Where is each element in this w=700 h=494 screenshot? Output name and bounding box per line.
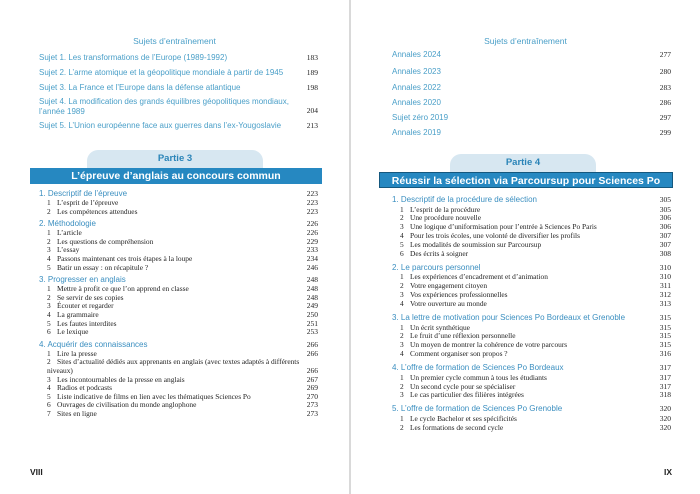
toc-item[interactable] [47, 357, 309, 375]
toc-item-label: Passons maintenant ces trois étapes à la loupe [57, 254, 193, 263]
toc-item-page: 313 [659, 299, 671, 309]
toc-item[interactable] [400, 340, 650, 349]
toc-item-page: 315 [659, 331, 671, 341]
toc-item-page: 316 [659, 349, 671, 359]
toc-item-page: 248 [306, 292, 318, 302]
toc-item-number: 2 [47, 357, 51, 367]
toc-item-number: 2 [47, 236, 51, 246]
toc-item-label: Le fruit d’une réflexion personnelle [410, 331, 516, 341]
toc-item-page: 308 [659, 249, 671, 258]
annales-entry[interactable]: Annales 2023 [392, 67, 441, 76]
section-heading[interactable]: 1. Descriptif de la procédure de sélection [392, 195, 537, 204]
toc-item-label: Votre engagement citoyen [410, 281, 488, 291]
toc-item-label: Un écrit synthétique [410, 322, 470, 332]
annales-page: 283 [659, 83, 671, 92]
toc-item-label: Les compétences attendues [57, 206, 138, 216]
toc-item-page: 317 [659, 381, 671, 391]
toc-item[interactable] [400, 213, 650, 222]
toc-item-number: 4 [400, 299, 404, 309]
toc-item-label: Le cycle Bachelor et ses spécificités [410, 413, 517, 423]
toc-item-number: 3 [47, 301, 51, 311]
toc-item-page: 250 [306, 310, 318, 319]
toc-item-page: 248 [306, 284, 318, 294]
toc-item-label: Batir un essay : on récapitule ? [57, 262, 149, 272]
toc-item-number: 1 [47, 348, 51, 358]
toc-item-page: 306 [659, 222, 671, 232]
toc-item[interactable] [400, 222, 650, 231]
annales-page: 280 [659, 67, 671, 76]
section-page: 320 [659, 404, 671, 414]
toc-item-page: 246 [306, 262, 318, 272]
toc-item-number: 3 [400, 340, 404, 350]
toc-item-page: 305 [659, 204, 671, 214]
toc-item-page: 267 [306, 374, 318, 384]
subject-entry[interactable]: Sujet 2. L’arme atomique et la géopolitique mondiale à partir de 1945 [39, 68, 284, 77]
toc-item[interactable] [400, 423, 650, 432]
annales-page: 297 [659, 113, 671, 122]
toc-item-number: 1 [400, 204, 404, 214]
toc-item-page: 307 [659, 240, 671, 250]
section-page: 317 [659, 363, 671, 373]
toc-item[interactable] [400, 240, 650, 249]
toc-item-number: 1 [400, 272, 404, 282]
toc-item-label: Écouter et regarder [57, 301, 114, 311]
toc-item-label: Les modalités de soumission sur Parcoursup [410, 240, 542, 250]
toc-item-number: 4 [400, 349, 404, 359]
toc-item-page: 234 [306, 254, 318, 263]
toc-item-number: 1 [47, 284, 51, 294]
toc-item-page: 226 [306, 228, 318, 238]
toc-item-number: 5 [47, 318, 51, 328]
subject-entry[interactable]: Sujet 5. L’Union européenne face aux guerres dans l’ex-Yougoslavie [39, 121, 282, 130]
page-folio: VIII [30, 467, 43, 477]
toc-item-label: Le cas particulier des filières intégrées [410, 390, 524, 400]
toc-item-label: Les formations de second cycle [410, 422, 504, 432]
annales-page: 277 [659, 50, 671, 59]
toc-item-number: 4 [47, 254, 51, 263]
toc-item[interactable] [400, 290, 650, 299]
toc-item-number: 2 [47, 206, 51, 216]
toc-item-number: 3 [47, 245, 51, 255]
toc-item-page: 266 [306, 348, 318, 358]
toc-item-label: Les questions de compréhension [57, 236, 154, 246]
section-heading[interactable]: 3. La lettre de motivation pour Sciences Po Bordeaux et Grenoble [392, 313, 626, 322]
subjects-heading: Sujets d’entraînement [133, 36, 216, 46]
toc-item[interactable] [400, 373, 650, 382]
toc-item-number: 1 [400, 322, 404, 332]
toc-item-number: 3 [400, 290, 404, 300]
section-heading[interactable]: 1. Descriptif de l’épreuve [39, 189, 128, 198]
toc-item-page: 270 [306, 391, 318, 401]
toc-item-page: 223 [306, 198, 318, 207]
partie-banner: Réussir la sélection via Parcoursup pour Sciences Po [379, 172, 673, 188]
toc-item-label: Des écrits à soigner [410, 249, 469, 258]
toc-item-number: 4 [47, 310, 51, 319]
partie-tab: Partie 3 [87, 150, 263, 172]
subjects-heading: Sujets d’entraînement [484, 36, 567, 46]
toc-item-label: L’article [57, 228, 82, 238]
toc-item-label: Le lexique [57, 327, 89, 337]
toc-item-number: 5 [47, 262, 51, 272]
toc-item-page: 253 [306, 327, 318, 337]
toc-item-label: Les expériences d’encadrement et d’animation [410, 272, 548, 282]
toc-item-number: 5 [400, 240, 404, 250]
section-heading[interactable]: 4. Acquérir des connaissances [39, 339, 148, 349]
page-folio: IX [664, 467, 673, 477]
annales-page: 299 [659, 128, 671, 137]
toc-item-label: La grammaire [57, 310, 99, 319]
toc-item-label: Les incontournables de la presse en anglais [57, 374, 185, 384]
subject-entry[interactable]: Sujet 3. La France et l’Europe dans la défense atlantique [39, 83, 241, 92]
toc-item-page: 229 [306, 236, 318, 246]
toc-item[interactable] [400, 281, 650, 290]
annales-entry[interactable]: Annales 2022 [392, 83, 441, 92]
subject-entry[interactable]: Sujet 4. La modification des grands équilibres géopolitiques mondiaux, l’année 1989 [39, 97, 289, 116]
toc-item-label: Mettre à profit ce que l’on apprend en classe [57, 284, 189, 294]
toc-item-number: 4 [47, 383, 51, 393]
toc-item[interactable] [400, 382, 650, 391]
section-heading[interactable]: 2. Méthodologie [39, 219, 96, 229]
toc-item[interactable] [47, 409, 309, 418]
toc-item-number: 3 [400, 390, 404, 400]
toc-item[interactable] [400, 390, 650, 399]
annales-entry[interactable]: Annales 2024 [392, 50, 441, 59]
toc-item-page: 312 [659, 290, 671, 300]
annales-page: 286 [659, 98, 671, 107]
toc-item-page: 315 [659, 322, 671, 332]
toc-item[interactable] [400, 331, 650, 340]
toc-item-page: 320 [659, 422, 671, 432]
toc-item-number: 5 [47, 391, 51, 401]
toc-item-number: 2 [400, 381, 404, 391]
toc-item-label: L’esprit de la procédure [410, 204, 481, 214]
toc-item-number: 6 [400, 249, 404, 258]
partie-banner: L’épreuve d’anglais au concours commun [30, 168, 322, 184]
toc-item-label: Pour les trois écoles, une volonté de diversifier les profils [410, 231, 580, 241]
toc-item-number: 2 [400, 422, 404, 432]
annales-entry[interactable]: Sujet zéro 2019 [392, 113, 449, 122]
toc-item[interactable] [47, 207, 309, 216]
toc-item-page: 318 [659, 390, 671, 400]
toc-item-number: 2 [400, 331, 404, 341]
toc-item-label: L’essay [57, 245, 80, 255]
toc-item-number: 2 [400, 281, 404, 291]
toc-item-number: 1 [400, 372, 404, 382]
toc-item-page: 307 [659, 231, 671, 241]
toc-item-page: 315 [659, 340, 671, 350]
section-page: 223 [306, 189, 318, 198]
toc-item-number: 3 [47, 374, 51, 384]
section-page: 315 [659, 313, 671, 322]
toc-item[interactable] [400, 323, 650, 332]
toc-item-number: 2 [400, 213, 404, 223]
toc-item-number: 1 [47, 228, 51, 238]
toc-item[interactable] [400, 249, 650, 258]
toc-item-label: Une logique d’uniformisation pour l’entrée à Sciences Po Paris [410, 222, 597, 232]
annales-entry[interactable]: Annales 2020 [392, 98, 441, 107]
toc-item-label: Radios et podcasts [57, 383, 113, 393]
toc-item-page: 251 [306, 318, 318, 328]
section-page: 310 [659, 262, 671, 272]
subject-page: 183 [306, 53, 318, 62]
section-page: 248 [306, 275, 318, 285]
subject-page: 213 [306, 121, 318, 130]
left-page [0, 0, 349, 494]
toc-item-label: Liste indicative de films en lien avec les thématiques Sciences Po [57, 391, 251, 401]
section-page: 305 [659, 195, 671, 204]
toc-item-label: L’esprit de l’épreuve [57, 198, 119, 207]
toc-item[interactable] [400, 205, 650, 214]
partie-tab: Partie 4 [450, 154, 596, 176]
toc-item-label: Un moyen de montrer la cohérence de votre parcours [410, 340, 568, 350]
toc-item[interactable] [400, 231, 650, 240]
section-heading[interactable]: 2. Le parcours personnel [392, 262, 481, 272]
toc-item[interactable] [400, 299, 650, 308]
section-page: 266 [306, 339, 318, 349]
toc-item-number: 2 [47, 292, 51, 302]
toc-item-page: 310 [659, 272, 671, 282]
toc-item-label: Sites en ligne [57, 409, 97, 418]
toc-item-label: Les fautes interdites [57, 318, 117, 328]
toc-item-label: Une procédure nouvelle [410, 213, 482, 223]
toc-item-number: 4 [400, 231, 404, 241]
toc-item-number: 7 [47, 409, 51, 418]
section-page: 226 [306, 219, 318, 229]
toc-item-number: 6 [47, 327, 51, 337]
toc-item-label: Votre ouverture au monde [410, 299, 487, 309]
toc-item-page: 317 [659, 372, 671, 382]
toc-item-page: 273 [306, 409, 318, 418]
toc-item-page: 269 [306, 383, 318, 393]
toc-item-label: Vos expériences professionnelles [410, 290, 508, 300]
subject-page: 204 [306, 106, 318, 115]
toc-item-page: 320 [659, 413, 671, 423]
toc-item-label: Ouvrages de civilisation du monde anglophone [57, 400, 197, 410]
toc-item[interactable] [47, 263, 309, 272]
right-page [351, 0, 700, 494]
subject-entry[interactable]: Sujet 1. Les transformations de l’Europe (1989-1992) [39, 53, 228, 62]
subject-page: 198 [306, 83, 318, 92]
toc-item-label: Lire la presse [57, 348, 97, 358]
section-heading[interactable]: 5. L’offre de formation de Sciences Po Grenoble [392, 404, 563, 414]
toc-item-page: 233 [306, 245, 318, 255]
toc-item-page: 311 [660, 281, 671, 291]
annales-entry[interactable]: Annales 2019 [392, 128, 441, 137]
section-heading[interactable]: 4. L’offre de formation de Sciences Po Bordeaux [392, 363, 564, 373]
toc-item-page: 306 [659, 213, 671, 223]
toc-item[interactable] [400, 414, 650, 423]
subject-page: 189 [306, 68, 318, 77]
toc-item-number: 1 [400, 413, 404, 423]
toc-item[interactable] [47, 327, 309, 336]
toc-item-number: 1 [47, 198, 51, 207]
toc-item-page: 273 [306, 400, 318, 410]
toc-item-label: Un premier cycle commun à tous les étudiants [410, 372, 547, 382]
toc-item-label: Sites d’actualité dédiés aux apprenants en anglais (avec textes adaptés à différents niveaux) [47, 357, 300, 376]
toc-item-page: 223 [306, 206, 318, 216]
toc-item-number: 3 [400, 222, 404, 232]
toc-item-label: Se servir de ses copies [57, 292, 124, 302]
toc-item-label: Un second cycle pour se spécialiser [410, 381, 516, 391]
toc-item-page: 249 [306, 301, 318, 311]
toc-item-page: 266 [306, 366, 318, 375]
section-heading[interactable]: 3. Progresser en anglais [39, 275, 126, 285]
toc-item-label: Comment organiser son propos ? [410, 349, 508, 359]
toc-item[interactable] [400, 272, 650, 281]
toc-item[interactable] [400, 349, 650, 358]
toc-item-number: 6 [47, 400, 51, 410]
